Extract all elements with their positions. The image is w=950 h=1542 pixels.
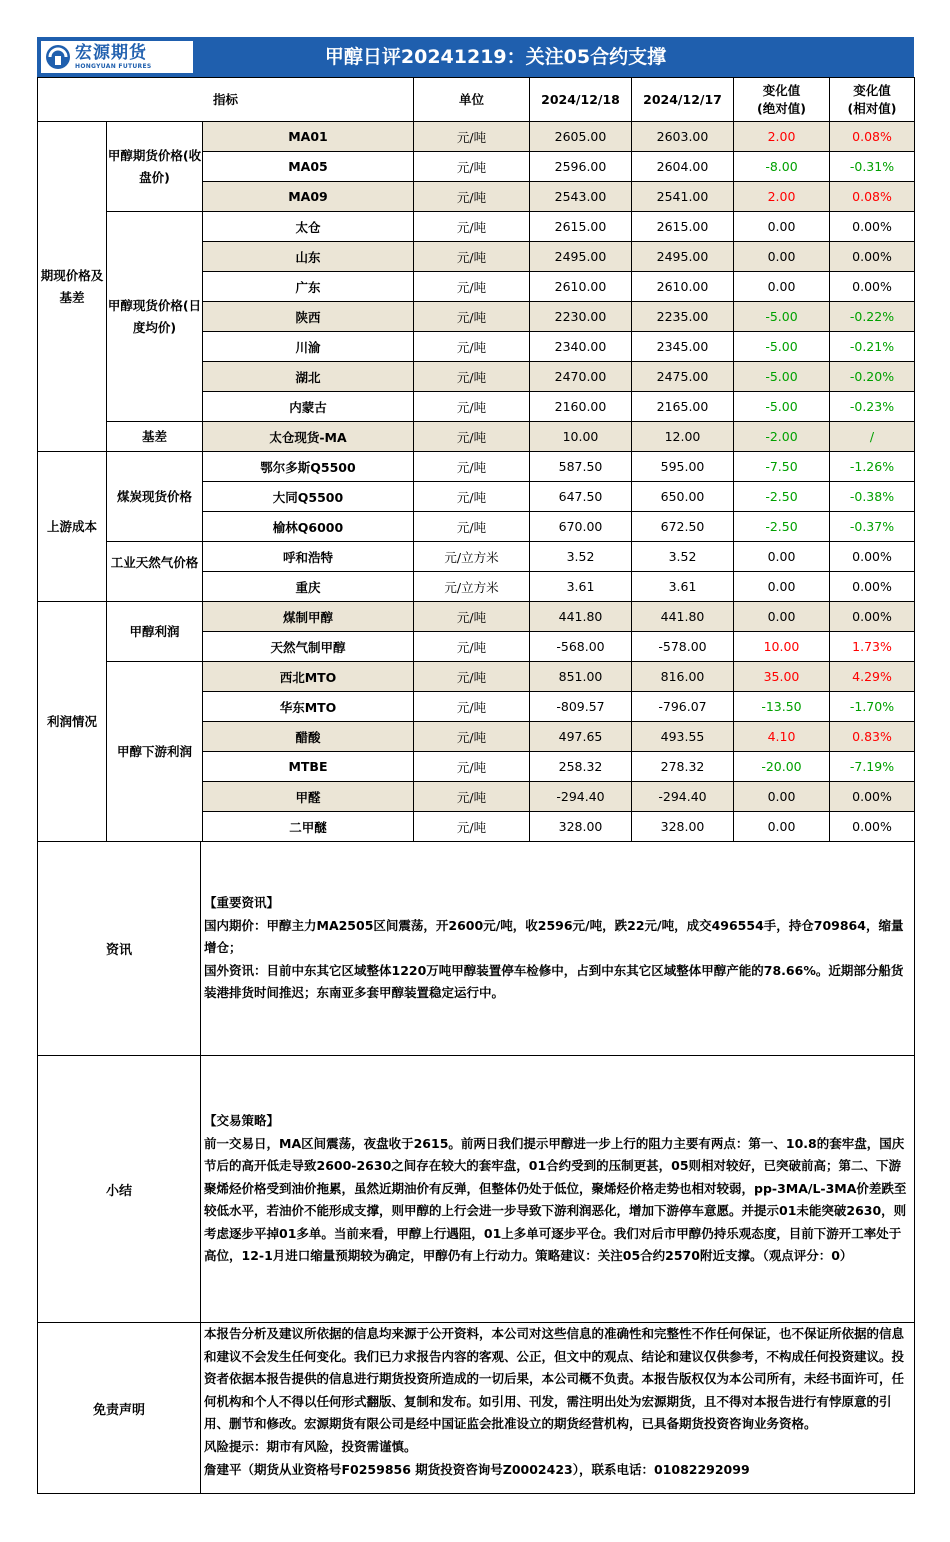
unit-cell: 元/吨 [414,782,530,812]
value-date2: 2604.00 [632,152,734,182]
unit-cell: 元/吨 [414,602,530,632]
group-label: 工业天然气价格 [107,542,203,602]
summary-content [201,1056,915,1323]
value-date2: 441.80 [632,602,734,632]
unit-cell: 元/吨 [414,122,530,152]
summary-row [38,1056,915,1323]
group-label: 甲醇期货价格(收盘价) [107,122,203,212]
value-date1: 2543.00 [530,182,632,212]
indicator-name: MA09 [203,182,414,212]
rel-change: / [830,422,915,452]
abs-change: -5.00 [734,302,830,332]
value-date1: 2230.00 [530,302,632,332]
unit-cell: 元/吨 [414,752,530,782]
value-date2: 493.55 [632,722,734,752]
col-header-abs-change: 变化值 (绝对值) [734,78,830,122]
rel-change: 0.00% [830,272,915,302]
disclaimer-row [38,1323,915,1494]
value-date1: -568.00 [530,632,632,662]
value-date2: 2165.00 [632,392,734,422]
value-date1: 497.65 [530,722,632,752]
value-date2: 2615.00 [632,212,734,242]
abs-change: -13.50 [734,692,830,722]
report-title: 甲醇日评20241219：关注05合约支撑 [324,46,667,68]
unit-cell: 元/吨 [414,692,530,722]
unit-cell: 元/吨 [414,512,530,542]
rel-change: -0.20% [830,362,915,392]
rel-change: -0.38% [830,482,915,512]
rel-change: 0.00% [830,782,915,812]
rel-change: 4.29% [830,662,915,692]
unit-cell: 元/立方米 [414,542,530,572]
indicator-name: MA01 [203,122,414,152]
value-date1: 2596.00 [530,152,632,182]
unit-cell: 元/吨 [414,662,530,692]
unit-cell: 元/吨 [414,152,530,182]
rel-change: -0.23% [830,392,915,422]
rel-change: -0.21% [830,332,915,362]
unit-cell: 元/吨 [414,632,530,662]
abs-change: 0.00 [734,812,830,842]
indicator-table [37,77,915,842]
rel-change: 1.73% [830,632,915,662]
news-content [201,842,915,1056]
indicator-name: 天然气制甲醇 [203,632,414,662]
abs-change: -8.00 [734,152,830,182]
value-date2: 672.50 [632,512,734,542]
value-date1: -294.40 [530,782,632,812]
value-date2: 2541.00 [632,182,734,212]
abs-change: 4.10 [734,722,830,752]
logo-cn-text: 宏源期货 [75,42,147,63]
rel-change: -7.19% [830,752,915,782]
disclaimer-text: 本报告分析及建议所依据的信息均来源于公开资料，本公司对这些信息的准确性和完整性不作任何保证，也不保证所依据的信息和建议不会发生任何变化。我们已力求报告内容的客观、公正，但文中的观点、结论和建议仅供参考，不构成任何投资建议。投资者依据本报告提供的信息进行期货投资所造成的一切后果，本公司概不负责。本报告版权仅为本公司所有，未经书面许可，任何机构和个人不得以任何形式翻版、复制和发布。如引用、刊发，需注明出处为宏源期货，且不得对本报告进行有悖原意的引用、删节和修改。宏源期货有限公司是经中国证监会批准设立的期货经营机构，已具备期货投资咨询业务资格。 [204,1326,905,1432]
value-date1: 2495.00 [530,242,632,272]
table-row [38,542,915,572]
indicator-name: 华东MTO [203,692,414,722]
col-header-indicator: 指标 [38,78,414,122]
unit-cell: 元/吨 [414,452,530,482]
value-date2: 328.00 [632,812,734,842]
abs-change: 0.00 [734,602,830,632]
value-date1: 441.80 [530,602,632,632]
rel-change: 0.08% [830,182,915,212]
col-header-rel-change: 变化值 (相对值) [830,78,915,122]
unit-cell: 元/吨 [414,422,530,452]
rel-change: -1.26% [830,452,915,482]
disclaimer-content [201,1323,915,1494]
abs-change: -20.00 [734,752,830,782]
table-row [38,122,915,152]
value-date2: 2610.00 [632,272,734,302]
value-date1: 2160.00 [530,392,632,422]
value-date1: 2605.00 [530,122,632,152]
indicator-name: 大同Q5500 [203,482,414,512]
abs-change: 0.00 [734,782,830,812]
notes-table [37,841,915,1494]
summary-heading: 【交易策略】 [204,1112,280,1128]
report-sheet [37,37,914,1494]
abs-change: -7.50 [734,452,830,482]
summary-text: 前一交易日，MA区间震荡，夜盘收于2615。前两日我们提示甲醇进一步上行的阻力主要有两点：第一、10.8的套牢盘，国庆节后的高开低走导致2600-2630之间存在较大的套牢盘，01合约受到的压制更甚，05则相对较好，已突破前高；第二、下游聚烯烃价格受到油价拖累，虽然近期油价有反弹，但整体仍处于低位，聚烯烃价格走势也相对较弱，pp-3MA/L-3MA价差跌至较低水平，若油价不能形成支撑，则甲醇的上行会进一步导致下游利润恶化，增加下游停车意愿。并提示01未能突破2630，则考虑逐步平掉01多单。当前来看，甲醇上行遇阻，01上多单可逐步平仓。我们对后市甲醇仍持乐观态度，目前下游开工率处于高位，12-1月进口缩量预期较为确定，甲醇仍有上行动力。策略建议：关注05合约2570附近支撑。（观点评分：0） [204,1135,907,1264]
news-row [38,842,915,1056]
col-header-date2: 2024/12/17 [632,78,734,122]
news-foreign: 国外资讯：目前中东其它区域整体1220万吨甲醇装置停车检修中，占到中东其它区域整体甲醇产能的78.66%。近期部分船货装港排货时间推迟；东南亚多套甲醇装置稳定运行中。 [204,962,904,1001]
col-header-unit: 单位 [414,78,530,122]
value-date1: 2470.00 [530,362,632,392]
table-row [38,662,915,692]
value-date1: 10.00 [530,422,632,452]
value-date2: 2235.00 [632,302,734,332]
value-date1: 2610.00 [530,272,632,302]
abs-change: 0.00 [734,542,830,572]
rel-change: 0.00% [830,812,915,842]
unit-cell: 元/吨 [414,212,530,242]
rel-change: 0.00% [830,602,915,632]
indicator-name: 煤制甲醇 [203,602,414,632]
rel-change: -0.31% [830,152,915,182]
table-row [38,212,915,242]
indicator-name: MA05 [203,152,414,182]
logo-icon [45,44,71,70]
indicator-name: MTBE [203,752,414,782]
value-date2: 12.00 [632,422,734,452]
abs-change: -5.00 [734,332,830,362]
abs-change: 2.00 [734,182,830,212]
logo-en-text: HONGYUAN FUTURES [75,62,152,70]
value-date2: 2603.00 [632,122,734,152]
disclaimer-label: 免责声明 [38,1323,201,1494]
unit-cell: 元/吨 [414,332,530,362]
value-date2: -796.07 [632,692,734,722]
indicator-name: 川渝 [203,332,414,362]
section-label: 上游成本 [38,452,107,602]
author-info: 詹建平（期货从业资格号F0259856 期货投资咨询号Z0002423），联系电话：01082292099 [204,1461,750,1477]
unit-cell: 元/吨 [414,242,530,272]
col-header-date1: 2024/12/18 [530,78,632,122]
value-date2: -294.40 [632,782,734,812]
rel-change: -0.22% [830,302,915,332]
section-label: 期现价格及基差 [38,122,107,452]
value-date1: 2340.00 [530,332,632,362]
unit-cell: 元/吨 [414,722,530,752]
table-header-row [38,78,915,122]
indicator-name: 太仓现货-MA [203,422,414,452]
value-date2: 3.61 [632,572,734,602]
value-date2: 278.32 [632,752,734,782]
group-label: 基差 [107,422,203,452]
value-date1: 851.00 [530,662,632,692]
value-date2: 3.52 [632,542,734,572]
indicator-name: 醋酸 [203,722,414,752]
rel-change: 0.08% [830,122,915,152]
value-date2: 650.00 [632,482,734,512]
value-date1: 3.61 [530,572,632,602]
unit-cell: 元/吨 [414,272,530,302]
abs-change: 0.00 [734,272,830,302]
value-date1: 2615.00 [530,212,632,242]
abs-change: 10.00 [734,632,830,662]
abs-change: 0.00 [734,572,830,602]
abs-change: -2.50 [734,482,830,512]
rel-change: 0.00% [830,242,915,272]
value-date2: 816.00 [632,662,734,692]
abs-change: 0.00 [734,242,830,272]
abs-change: 35.00 [734,662,830,692]
rel-change: 0.83% [830,722,915,752]
news-heading: 【重要资讯】 [204,895,280,911]
value-date2: 2345.00 [632,332,734,362]
value-date1: 587.50 [530,452,632,482]
group-label: 甲醇利润 [107,602,203,662]
abs-change: -2.00 [734,422,830,452]
abs-change: 0.00 [734,212,830,242]
indicator-name: 榆林Q6000 [203,512,414,542]
unit-cell: 元/吨 [414,812,530,842]
indicator-name: 陕西 [203,302,414,332]
value-date1: 670.00 [530,512,632,542]
table-row [38,452,915,482]
abs-change: 2.00 [734,122,830,152]
unit-cell: 元/吨 [414,392,530,422]
summary-label: 小结 [38,1056,201,1323]
indicator-name: 山东 [203,242,414,272]
indicator-name: 太仓 [203,212,414,242]
value-date1: -809.57 [530,692,632,722]
group-label: 煤炭现货价格 [107,452,203,542]
report-header [37,37,914,77]
value-date1: 647.50 [530,482,632,512]
abs-change: -5.00 [734,362,830,392]
section-label: 利润情况 [38,602,107,842]
indicator-name: 内蒙古 [203,392,414,422]
value-date2: 595.00 [632,452,734,482]
abs-change: -2.50 [734,512,830,542]
indicator-name: 西北MTO [203,662,414,692]
abs-change: -5.00 [734,392,830,422]
group-label: 甲醇下游利润 [107,662,203,842]
unit-cell: 元/吨 [414,362,530,392]
unit-cell: 元/立方米 [414,572,530,602]
rel-change: -1.70% [830,692,915,722]
value-date2: 2475.00 [632,362,734,392]
rel-change: 0.00% [830,572,915,602]
value-date2: 2495.00 [632,242,734,272]
value-date1: 328.00 [530,812,632,842]
indicator-name: 广东 [203,272,414,302]
indicator-name: 鄂尔多斯Q5500 [203,452,414,482]
value-date1: 258.32 [530,752,632,782]
table-row [38,422,915,452]
unit-cell: 元/吨 [414,482,530,512]
value-date1: 3.52 [530,542,632,572]
rel-change: 0.00% [830,212,915,242]
risk-warning: 风险提示：期市有风险，投资需谨慎。 [204,1438,417,1454]
unit-cell: 元/吨 [414,302,530,332]
value-date2: -578.00 [632,632,734,662]
table-row [38,602,915,632]
indicator-name: 重庆 [203,572,414,602]
unit-cell: 元/吨 [414,182,530,212]
rel-change: 0.00% [830,542,915,572]
news-label: 资讯 [38,842,201,1056]
rel-change: -0.37% [830,512,915,542]
indicator-name: 湖北 [203,362,414,392]
company-logo [41,41,193,73]
indicator-name: 呼和浩特 [203,542,414,572]
group-label: 甲醇现货价格(日度均价) [107,212,203,422]
indicator-name: 甲醛 [203,782,414,812]
news-domestic: 国内期价：甲醇主力MA2505区间震荡，开2600元/吨，收2596元/吨，跌22元/吨，成交496554手，持仓709864，缩量增仓； [204,917,904,956]
indicator-name: 二甲醚 [203,812,414,842]
